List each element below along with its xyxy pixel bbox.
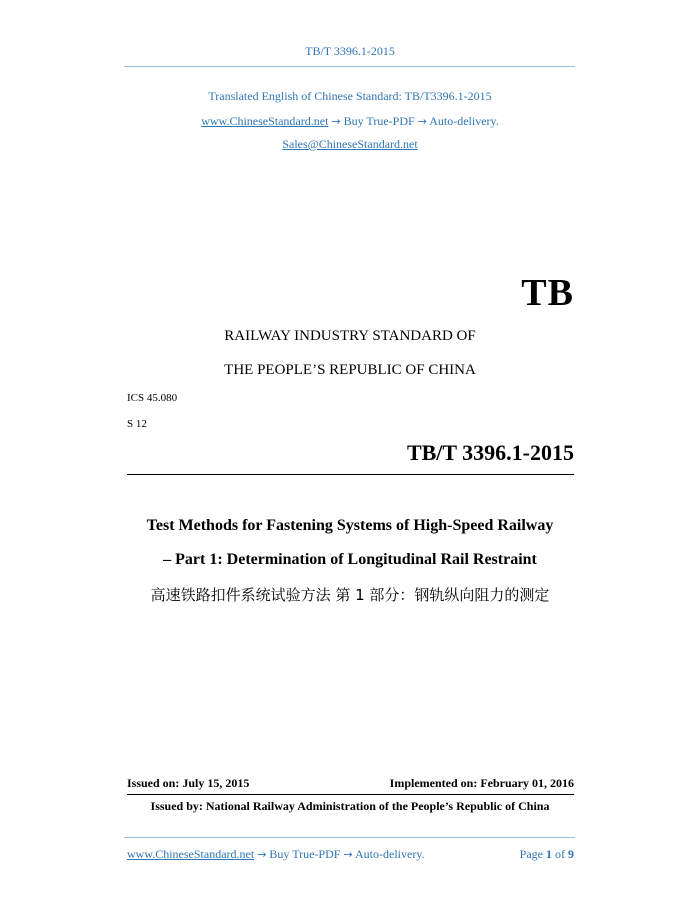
page-label: Page: [519, 847, 543, 861]
arrow-right-icon: →: [331, 115, 341, 128]
title-english-line1: Test Methods for Fastening Systems of High-Speed Railway: [146, 517, 554, 534]
email-link[interactable]: Sales@ChineseStandard.net: [282, 137, 418, 151]
site-link[interactable]: www.ChineseStandard.net: [201, 114, 329, 128]
footer-site-link[interactable]: www.ChineseStandard.net: [127, 847, 255, 861]
standard-number: TB/T 3396.1-2015: [406, 440, 574, 465]
standard-category-line1: RAILWAY INDUSTRY STANDARD OF: [224, 328, 476, 344]
issue-rule: [127, 794, 574, 795]
page-indicator: [520, 847, 574, 862]
title-english-line2: – Part 1: Determination of Longitudinal Rail Restraint: [163, 551, 537, 568]
standard-category-line2: THE PEOPLE’S REPUBLIC OF CHINA: [224, 362, 476, 378]
of-label: of: [555, 847, 565, 861]
email-line: [0, 137, 700, 152]
header-standard-code: TB/T 3396.1-2015: [305, 44, 395, 58]
page-total: 9: [568, 847, 574, 861]
arrow-right-icon: →: [417, 115, 427, 128]
footer-rule: [124, 837, 575, 838]
buy-text: Buy True-PDF: [343, 114, 415, 128]
number-rule: [127, 474, 574, 475]
page-number: 1: [546, 847, 552, 861]
header-rule: [124, 66, 575, 67]
delivery-text: Auto-delivery.: [429, 114, 499, 128]
purchase-line: [0, 114, 700, 129]
footer-buy-text: Buy True-PDF: [269, 847, 341, 861]
implemented-on-date: Implemented on: February 01, 2016: [389, 776, 574, 790]
translation-notice: Translated English of Chinese Standard: TB/T3396.1-2015: [208, 89, 492, 103]
footer-purchase-line: [127, 847, 425, 862]
ccs-code: S 12: [127, 418, 147, 430]
title-chinese: 高速铁路扣件系统试验方法 第 1 部分：钢轨纵向阻力的测定: [150, 586, 550, 604]
footer-delivery-text: Auto-delivery.: [355, 847, 425, 861]
issued-on-date: Issued on: July 15, 2015: [127, 776, 250, 790]
issuing-authority: Issued by: National Railway Administration of the People’s Republic of China: [150, 799, 550, 813]
ics-code: ICS 45.080: [127, 392, 178, 404]
standard-mark: TB: [521, 272, 574, 314]
arrow-right-icon: →: [343, 848, 353, 861]
arrow-right-icon: →: [257, 848, 267, 861]
